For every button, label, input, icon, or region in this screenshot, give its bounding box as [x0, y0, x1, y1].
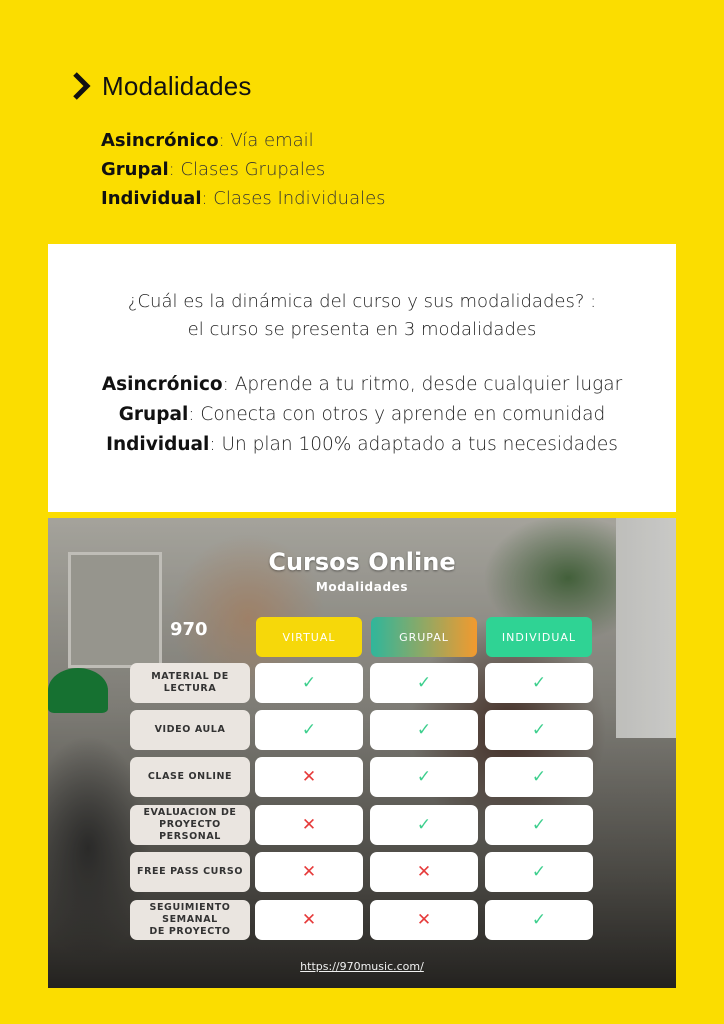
check-icon: ✓ — [370, 757, 478, 797]
table-subtitle: Modalidades — [315, 580, 409, 594]
table-title: Cursos Online — [268, 548, 456, 576]
website-link[interactable]: https://970music.com/ — [300, 960, 424, 973]
check-icon: ✓ — [485, 852, 593, 892]
check-icon: ✓ — [485, 663, 593, 703]
info-item: Grupal: Conecta con otros y aprende en comunidad — [118, 404, 606, 425]
row-label: EVALUACION DE PROYECTO PERSONAL — [130, 805, 250, 845]
cross-icon: ✕ — [370, 900, 478, 940]
check-icon: ✓ — [255, 710, 363, 750]
info-item: Asincrónico: Aprende a tu ritmo, desde cualquier lugar — [101, 374, 623, 395]
info-box — [48, 244, 676, 512]
brand-logo: 970 — [170, 619, 208, 640]
row-label: VIDEO AULA — [130, 710, 250, 750]
modalities-list — [101, 126, 386, 213]
check-icon: ✓ — [485, 900, 593, 940]
row-label: FREE PASS CURSO — [130, 852, 250, 892]
check-icon: ✓ — [370, 663, 478, 703]
modality-item: Grupal: Clases Grupales — [101, 159, 326, 180]
check-icon: ✓ — [370, 805, 478, 845]
cross-icon: ✕ — [255, 852, 363, 892]
heading-title: Modalidades — [102, 70, 252, 101]
modality-item: Individual: Clases Individuales — [101, 188, 386, 209]
row-label: SEGUIMIENTO SEMANAL DE PROYECTO — [130, 900, 250, 940]
check-icon: ✓ — [370, 710, 478, 750]
cross-icon: ✕ — [255, 805, 363, 845]
cross-icon: ✕ — [370, 852, 478, 892]
info-item: Individual: Un plan 100% adaptado a tus necesidades — [106, 434, 618, 455]
column-header-individual: INDIVIDUAL — [486, 617, 592, 657]
cross-icon: ✕ — [255, 757, 363, 797]
check-icon: ✓ — [485, 757, 593, 797]
row-label: MATERIAL DE LECTURA — [130, 663, 250, 703]
comparison-image — [48, 518, 676, 988]
column-header-grupal: GRUPAL — [371, 617, 477, 657]
row-label: CLASE ONLINE — [130, 757, 250, 797]
cross-icon: ✕ — [255, 900, 363, 940]
modality-item: Asincrónico: Vía email — [101, 130, 314, 151]
check-icon: ✓ — [485, 805, 593, 845]
column-header-virtual: VIRTUAL — [256, 617, 362, 657]
info-list — [48, 370, 676, 460]
check-icon: ✓ — [485, 710, 593, 750]
section-heading — [70, 70, 252, 102]
check-icon: ✓ — [255, 663, 363, 703]
info-question: ¿Cuál es la dinámica del curso y sus modalidades? : el curso se presenta en 3 modalidades — [127, 291, 597, 340]
chevron-right-icon — [70, 70, 94, 102]
